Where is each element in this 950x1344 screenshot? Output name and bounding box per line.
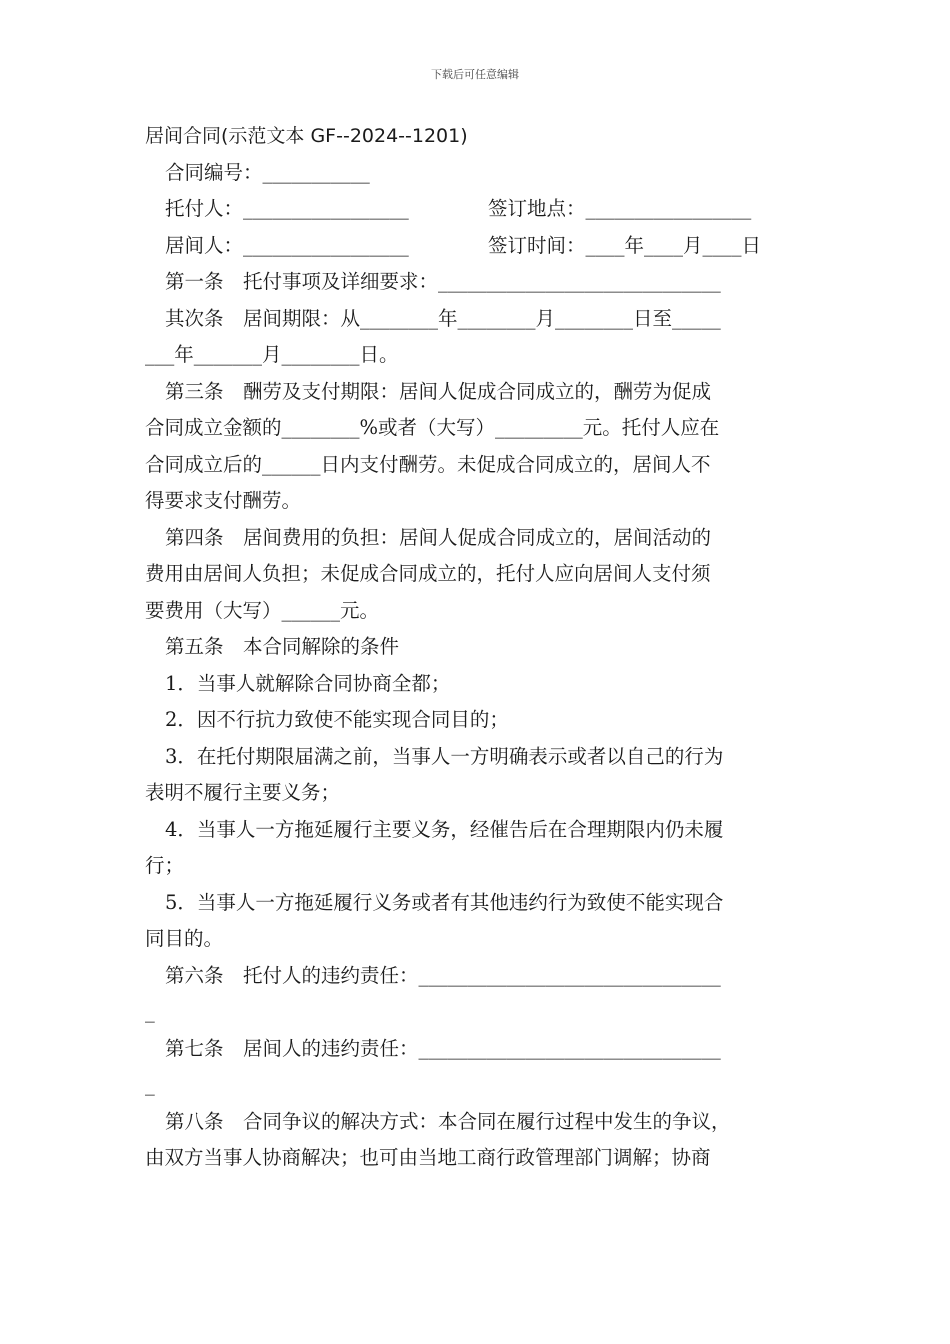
article-5-item-5-line: 5．当事人一方拖延履行义务或者有其他违约行为致使不能实现合: [165, 890, 724, 914]
intermediary-time-row: [145, 228, 810, 265]
article-3-line: 合同成立金额的________%或者（大写）_________元。托付人应在: [145, 416, 720, 439]
article-5-item-4-line: 4．当事人一方拖延履行主要义务，经催告后在合理期限内仍未履: [165, 817, 724, 841]
contract-title: 居间合同(示范文本 GF--2024--1201): [145, 125, 468, 147]
article-5-item-2: 2．因不行抗力致使不能实现合同目的；: [165, 708, 509, 731]
article-3: [145, 374, 810, 520]
intermediary-field: 居间人：_________________: [165, 233, 409, 257]
page-header-note: 下载后可任意编辑: [431, 68, 519, 81]
article-8: [145, 1104, 810, 1177]
article-5-item-5-line: 同目的。: [145, 927, 224, 950]
sign-place-field: 签订地点：_________________: [488, 197, 752, 220]
article-8-line: 由双方当事人协商解决；也可由当地工商行政管理部门调解；协商: [145, 1146, 711, 1169]
article-6-line: _: [145, 1000, 155, 1023]
client-place-row: [145, 191, 810, 228]
article-4-line: 费用由居间人负担；未促成合同成立的，托付人应向居间人支付须: [145, 562, 711, 585]
article-5-item-1: 1．当事人就解除合同协商全都；: [165, 671, 451, 695]
article-5-item-3: [145, 739, 810, 812]
article-5-item-5: [145, 885, 810, 958]
article-4-line: 要费用（大写）______元。: [145, 598, 380, 622]
article-7: [145, 1031, 810, 1104]
article-4: [145, 520, 810, 630]
article-5-item-4-line: 行；: [145, 854, 185, 877]
sign-time-field: 签订时间：____年____月____日: [488, 233, 762, 257]
article-5-item-3-line: 表明不履行主要义务；: [145, 781, 341, 804]
article-1: 第一条 托付事项及详细要求：_____________________________: [165, 270, 721, 293]
article-6: [145, 958, 810, 1031]
contract-number-line: 合同编号：___________: [165, 160, 370, 184]
article-6-line: 第六条 托付人的违约责任：_______________________________: [165, 963, 721, 987]
article-3-line: 得要求支付酬劳。: [145, 489, 302, 512]
article-5-item-4: [145, 812, 810, 885]
article-5-heading: 第五条 本合同解除的条件: [165, 635, 400, 658]
article-2-line-1: 其次条 居间期限：从________年________月________日至_____: [165, 306, 721, 330]
article-4-line: 第四条 居间费用的负担：居间人促成合同成立的，居间活动的: [165, 525, 712, 549]
article-2-line-2: ___年_______月________日。: [145, 343, 399, 366]
article-8-line: 第八条 合同争议的解决方式：本合同在履行过程中发生的争议，: [165, 1109, 731, 1133]
article-7-line: _: [145, 1073, 155, 1096]
article-3-line: 第三条 酬劳及支付期限：居间人促成合同成立的，酬劳为促成: [165, 379, 712, 403]
article-7-line: 第七条 居间人的违约责任：_______________________________: [165, 1036, 721, 1060]
article-3-line: 合同成立后的______日内支付酬劳。未促成合同成立的，居间人不: [145, 452, 711, 476]
contract-body: [145, 118, 810, 1177]
article-5-item-3-line: 3．在托付期限届满之前，当事人一方明确表示或者以自己的行为: [165, 744, 724, 768]
client-field: 托付人：_________________: [165, 197, 409, 220]
